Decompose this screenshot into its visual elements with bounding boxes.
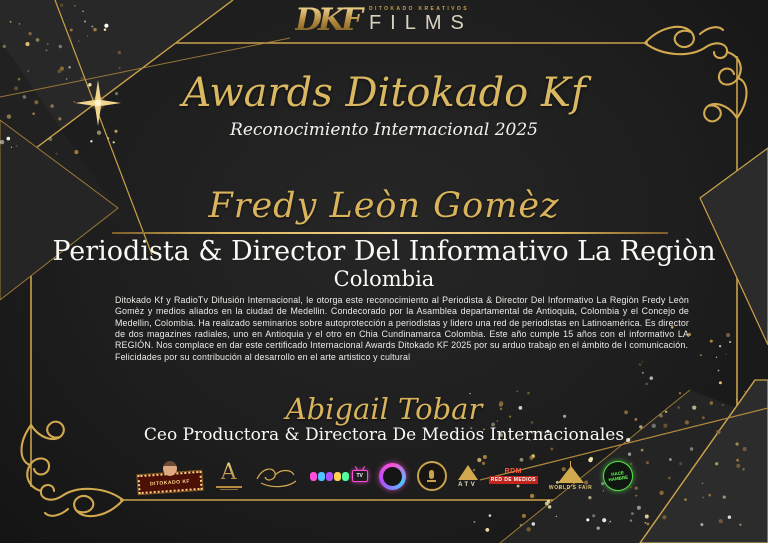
badge-ring (417, 461, 447, 491)
red-de-medios-logo (489, 468, 538, 484)
circus-tent-icon (558, 466, 584, 483)
atv-logo (458, 465, 478, 488)
worlds-fair-logo (549, 461, 592, 491)
neon-letter-dot (334, 472, 341, 481)
signature-name: Abigail Tobar (285, 392, 483, 426)
hace-hambre-label: HACE HAMBRE (608, 470, 629, 483)
neon-letter-dot (310, 472, 317, 481)
monogram-rule (216, 486, 242, 488)
brand-tagline: DITOKADO KREATIVOS (368, 6, 469, 12)
monogram-a-icon: A (220, 460, 237, 485)
worlds-fair-label: WORLD'S FAIR (548, 485, 593, 491)
atv-triangle-icon (458, 465, 478, 480)
gold-script-logo (253, 463, 299, 489)
atv-label: ATV (458, 481, 478, 488)
partner-logo-strip (0, 451, 768, 501)
microphone-icon (429, 470, 434, 479)
signature-title: Ceo Productora & Directora De Medios Internacionales (143, 425, 625, 445)
recipient-name: Fredy Leòn Gomèz (208, 186, 560, 226)
award-title: Awards Ditokado Kf (182, 70, 586, 116)
dkf-films-logo (0, 3, 768, 37)
marquee-label: DITOKADO KF (149, 477, 190, 487)
citation-paragraph: Ditokado Kf y RadioTv Difusión Internacional, le otorga este reconocimiento al Periodista & Director Del Informativo La Regiòn Fredy Leòn Gomèz y medios aliados en la ciudad de Medellin. Condecorado por la Asamblea departamental de Antioquia, Colombia y el Concejo de Medellin, Colombia. Ha realizado seminarios sobre autoprotección a periodistas y lidero una red de periodistas en Latinoamérica. Es director de dos magazines radiales, uno en Antioquia y el otro en Chia Cundinamarca Colombia. Este año cumple 15 años con el informativo LA REGIÓN. Nos complace en dar este certificado Internacional Awards Ditokado KF 2025 por su arduo trabajo en el ámbito de l comunicación. (115, 295, 690, 351)
microphone-stand (427, 480, 436, 482)
hace-hambre-logo (603, 461, 633, 491)
recipient-country: Colombia (333, 267, 435, 291)
ditokado-kf-marquee-logo (135, 461, 205, 492)
neon-letter-dot (318, 472, 325, 481)
colorful-tv-channel-logo (310, 470, 368, 482)
citation-block (115, 295, 689, 364)
neon-ring-icon (379, 463, 406, 490)
tv-icon: TV (352, 470, 368, 482)
gold-microphone-badge-logo (417, 461, 447, 491)
neon-radio-circle-logo (379, 463, 406, 490)
rdm-sublabel: RED DE MEDIOS (490, 477, 536, 483)
rdm-label: RDM (504, 468, 523, 475)
gold-divider-line (112, 232, 668, 234)
neon-letter-dot (326, 472, 333, 481)
recipient-role: Periodista & Director Del Informativo La Regiòn (52, 236, 716, 267)
monogram-rule-2 (220, 489, 238, 490)
dkf-monogram: DKF (295, 3, 365, 37)
brand-wordmark-block (369, 6, 473, 37)
citation-closing: Felicidades por su contribución al desarrollo en el arte artistico y cultural (115, 352, 411, 363)
neon-letter-dot (342, 472, 349, 481)
portrait-photo (163, 461, 177, 476)
gold-monogram-logo (216, 462, 242, 490)
script-flourish-icon (253, 463, 299, 489)
hace-hambre-badge (601, 459, 635, 493)
brand-wordmark: FILMS (368, 12, 473, 34)
award-subtitle: Reconocimiento Internacional 2025 (230, 120, 538, 140)
